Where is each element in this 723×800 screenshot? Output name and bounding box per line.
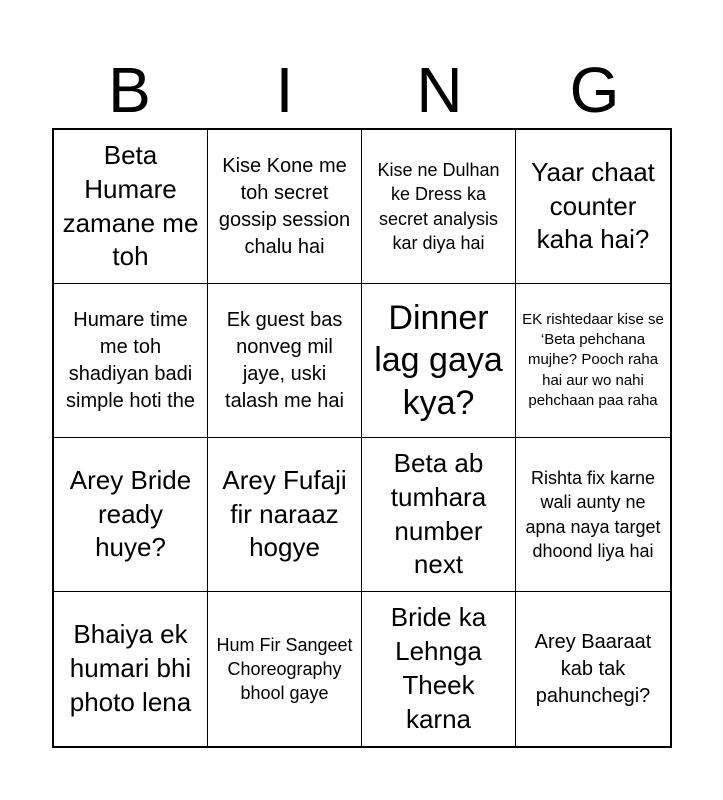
bingo-cell[interactable] xyxy=(208,130,362,284)
bingo-cell[interactable] xyxy=(516,284,670,438)
header-letter-n: N xyxy=(416,54,463,126)
header-letter-b: B xyxy=(108,54,151,126)
cell-text: Arey Bride ready huye? xyxy=(69,464,192,563)
bingo-cell[interactable] xyxy=(208,592,362,746)
header-letter-g: G xyxy=(569,54,620,126)
bingo-cell[interactable] xyxy=(54,284,208,438)
cell-text: Beta Humare zamane me toh xyxy=(62,139,199,272)
bingo-cell[interactable] xyxy=(516,130,670,284)
cell-text: Dinner lag gaya kya? xyxy=(374,298,503,422)
bingo-cell[interactable] xyxy=(516,592,670,746)
cell-text: Beta ab tumhara number next xyxy=(390,447,487,580)
cell-text: Bride ka Lehnga Theek karna xyxy=(390,602,487,734)
bingo-cell[interactable] xyxy=(362,284,516,438)
bingo-cell[interactable] xyxy=(362,438,516,592)
bingo-cell[interactable] xyxy=(54,592,208,746)
bingo-cell[interactable] xyxy=(208,438,362,592)
bingo-cell[interactable] xyxy=(54,438,208,592)
bingo-header xyxy=(52,52,672,128)
bingo-cell[interactable] xyxy=(54,130,208,284)
cell-text: Hum Fir Sangeet Choreography bhool gaye xyxy=(216,634,353,704)
cell-text: Rishta fix karne wali aunty ne apna naya target dhoond liya hai xyxy=(525,467,661,561)
bingo-cell[interactable] xyxy=(516,438,670,592)
bingo-board xyxy=(52,128,672,748)
cell-text: Arey Fufaji fir naraaz hogye xyxy=(222,464,347,563)
bingo-cell[interactable] xyxy=(362,592,516,746)
bingo-cell[interactable] xyxy=(208,284,362,438)
cell-text: Humare time me toh shadiyan badi simple hoti the xyxy=(66,308,195,412)
bingo-cell[interactable] xyxy=(362,130,516,284)
cell-text: EK rishtedaar kise se ‘Beta pehchana mujhe? Pooch raha hai aur wo nahi pehchaan paa raha xyxy=(522,310,664,409)
cell-text: Arey Baaraat kab tak pahunchegi? xyxy=(534,630,652,707)
cell-text: Bhaiya ek humari bhi photo lena xyxy=(69,619,192,717)
cell-text: Kise ne Dulhan ke Dress ka secret analysis kar diya hai xyxy=(377,159,500,253)
cell-text: Kise Kone me toh secret gossip session chalu hai xyxy=(218,154,351,258)
cell-text: Ek guest bas nonveg mil jaye, uski talash me hai xyxy=(225,308,344,412)
cell-text: Yaar chaat counter kaha hai? xyxy=(531,156,655,255)
header-letter-i: I xyxy=(275,54,294,126)
